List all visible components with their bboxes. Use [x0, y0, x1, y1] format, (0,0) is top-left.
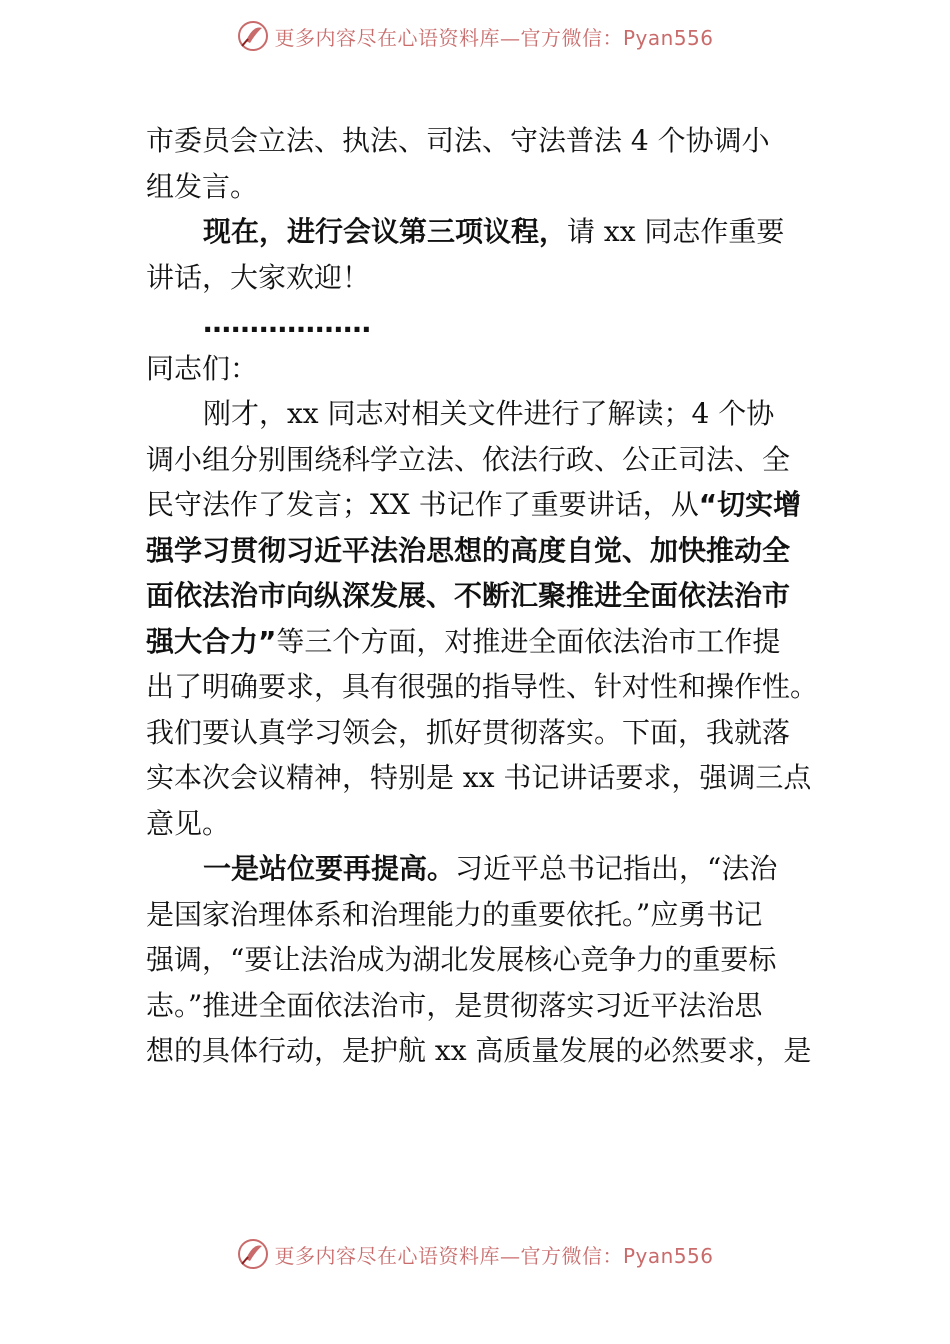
paragraph-line: 一是站位要再提高。习近平总书记指出，“法治 — [203, 852, 778, 885]
paragraph-line: 想的具体行动，是护航 xx 高质量发展的必然要求，是 — [146, 1034, 812, 1067]
paragraph-line: 调小组分别围绕科学立法、依法行政、公正司法、全 — [146, 442, 791, 476]
paragraph-line: 组发言。 — [146, 169, 259, 203]
paragraph-line: 出了明确要求，具有很强的指导性、针对性和操作性。 — [146, 670, 819, 703]
logo-icon — [236, 1237, 270, 1271]
paragraph-line: 面依法治市向纵深发展、不断汇聚推进全面依法治市 — [146, 579, 791, 612]
paragraph-line: 刚才，xx 同志对相关文件进行了解读；4 个协 — [203, 397, 775, 430]
paragraph-line: 强调，“要让法治成为湖北发展核心竞争力的重要标 — [146, 943, 777, 976]
paragraph-line: 市委员会立法、执法、司法、守法普法 4 个协调小 — [146, 124, 770, 157]
ellipsis-line: ……………… — [203, 306, 371, 339]
paragraph-line: 实本次会议精神，特别是 xx 书记讲话要求，强调三点 — [146, 761, 812, 794]
paragraph-line: 强学习贯彻习近平法治思想的高度自觉、加快推动全 — [146, 533, 791, 567]
paragraph-line: 我们要认真学习领会，抓好贯彻落实。下面，我就落 — [146, 715, 791, 749]
paragraph-line: 志。”推进全面依法治市，是贯彻落实习近平法治思 — [146, 988, 763, 1022]
footer-watermark — [0, 1234, 950, 1274]
header-watermark — [0, 16, 950, 56]
watermark-text: 更多内容尽在心语资料库—官方微信：Pyan556 — [274, 25, 714, 50]
logo-icon — [236, 19, 270, 53]
watermark-text: 更多内容尽在心语资料库—官方微信：Pyan556 — [274, 1243, 714, 1268]
paragraph-line: 民守法作了发言；XX 书记作了重要讲话，从“切实增 — [146, 488, 802, 521]
salutation: 同志们： — [146, 351, 259, 385]
paragraph-line: 意见。 — [146, 806, 231, 840]
paragraph-line: 讲话，大家欢迎！ — [146, 260, 371, 294]
document-body — [146, 118, 836, 1074]
paragraph-line: 是国家治理体系和治理能力的重要依托。”应勇书记 — [146, 897, 763, 931]
paragraph-line: 现在，进行会议第三项议程，请 xx 同志作重要 — [203, 215, 785, 248]
paragraph-line: 强大合力”等三个方面，对推进全面依法治市工作提 — [146, 624, 781, 658]
